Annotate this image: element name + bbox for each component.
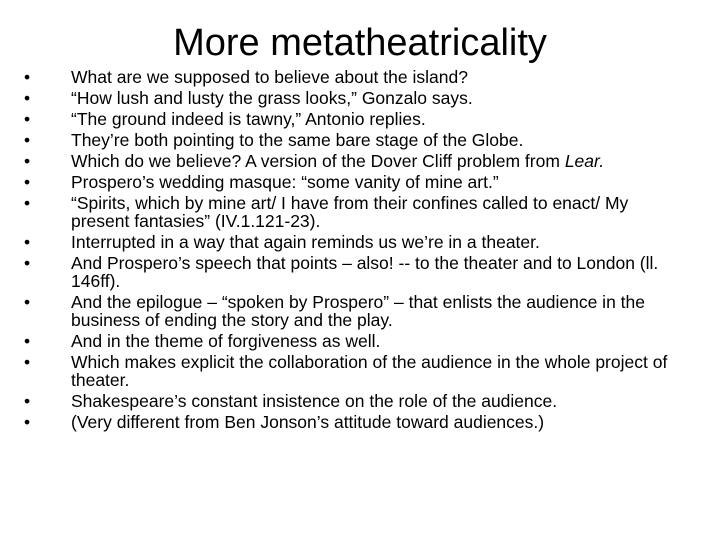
bullet-text bbox=[71, 173, 684, 191]
bullet-item bbox=[24, 332, 684, 350]
bullet-marker: • bbox=[24, 412, 31, 432]
bullet-marker: • bbox=[24, 130, 31, 150]
bullet-marker: • bbox=[24, 352, 31, 372]
bullet-text bbox=[71, 233, 684, 251]
bullet-item bbox=[24, 68, 684, 86]
bullet-text-main: Which makes explicit the collaboration of the audience in the whole project of theater. bbox=[71, 352, 668, 390]
bullet-item bbox=[24, 293, 684, 329]
bullet-marker: • bbox=[24, 253, 31, 273]
bullet-item bbox=[24, 131, 684, 149]
bullet-text-main: And Prospero’s speech that points – also! -- to the theater and to London (ll. 146ff). bbox=[71, 253, 659, 291]
bullet-text bbox=[71, 413, 684, 431]
bullet-item bbox=[24, 89, 684, 107]
bullet-marker: • bbox=[24, 172, 31, 192]
bullet-text-main: Prospero’s wedding masque: “some vanity of mine art.” bbox=[71, 172, 499, 192]
bullet-text-main: What are we supposed to believe about the island? bbox=[71, 67, 468, 87]
bullet-marker: • bbox=[24, 193, 31, 213]
bullet-text bbox=[71, 293, 684, 329]
bullet-text bbox=[71, 68, 684, 86]
bullet-marker: • bbox=[24, 88, 31, 108]
bullet-list bbox=[24, 68, 684, 434]
bullet-marker: • bbox=[24, 331, 31, 351]
bullet-item bbox=[24, 413, 684, 431]
bullet-item bbox=[24, 353, 684, 389]
bullet-text bbox=[71, 353, 684, 389]
bullet-marker: • bbox=[24, 391, 31, 411]
bullet-marker: • bbox=[24, 109, 31, 129]
bullet-text-main: Interrupted in a way that again reminds us we’re in a theater. bbox=[71, 232, 540, 252]
bullet-text bbox=[71, 194, 684, 230]
bullet-text-main: Which do we believe? A version of the Dover Cliff problem from bbox=[71, 151, 560, 171]
bullet-text-main: They’re both pointing to the same bare stage of the Globe. bbox=[71, 130, 524, 150]
bullet-text-main: (Very different from Ben Jonson’s attitude toward audiences.) bbox=[71, 412, 545, 432]
bullet-text bbox=[71, 89, 684, 107]
bullet-text-main: And the epilogue – “spoken by Prospero” – that enlists the audience in the business of ending the story and the play. bbox=[71, 292, 645, 330]
bullet-text-main: And in the theme of forgiveness as well. bbox=[71, 331, 381, 351]
bullet-item bbox=[24, 110, 684, 128]
bullet-text bbox=[71, 254, 684, 290]
bullet-text bbox=[71, 332, 684, 350]
bullet-marker: • bbox=[24, 67, 31, 87]
bullet-item bbox=[24, 173, 684, 191]
bullet-text-italic: Lear. bbox=[564, 151, 605, 171]
bullet-marker: • bbox=[24, 232, 31, 252]
bullet-text bbox=[71, 110, 684, 128]
bullet-item bbox=[24, 152, 684, 170]
bullet-text-main: “How lush and lusty the grass looks,” Gonzalo says. bbox=[71, 88, 473, 108]
bullet-text-main: “Spirits, which by mine art/ I have from their confines called to enact/ My present fantasies” (IV.1.121-23). bbox=[71, 193, 629, 231]
bullet-item bbox=[24, 233, 684, 251]
bullet-item bbox=[24, 254, 684, 290]
bullet-text bbox=[71, 392, 684, 410]
bullet-marker: • bbox=[24, 151, 31, 171]
slide-title: More metatheatricality bbox=[173, 22, 547, 64]
bullet-item bbox=[24, 194, 684, 230]
bullet-item bbox=[24, 392, 684, 410]
bullet-text bbox=[71, 152, 684, 170]
bullet-marker: • bbox=[24, 292, 31, 312]
bullet-text bbox=[71, 131, 684, 149]
bullet-text-main: “The ground indeed is tawny,” Antonio replies. bbox=[71, 109, 426, 129]
bullet-text-main: Shakespeare’s constant insistence on the role of the audience. bbox=[71, 391, 558, 411]
